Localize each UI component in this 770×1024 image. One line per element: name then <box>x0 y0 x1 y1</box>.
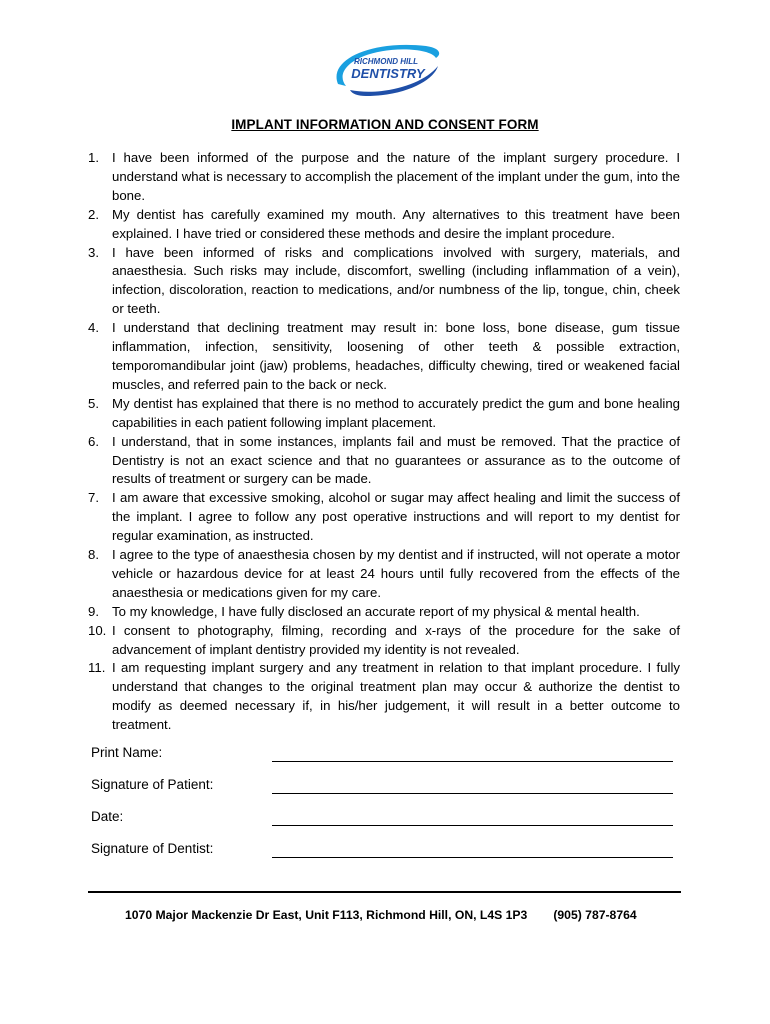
consent-item-text: I understand that declining treatment may result in: bone loss, bone disease, gum tissue inflammation, infection, sensitivity, loosening of other teeth & possible extraction, temporomandibular joint (jaw) problems, headaches, difficulty chewing, tired or weakened facial muscles, and referred pain to the back or neck. <box>112 320 680 392</box>
consent-item-number: 2. <box>88 206 99 222</box>
consent-item <box>88 659 680 735</box>
consent-item-number: 11. <box>88 660 106 676</box>
date-line[interactable] <box>272 825 673 826</box>
patient-signature-label: Signature of Patient: <box>91 777 214 792</box>
consent-item-number: 8. <box>88 547 99 563</box>
print-name-label: Print Name: <box>91 745 163 760</box>
footer-address: 1070 Major Mackenzie Dr East, Unit F113, Richmond Hill, ON, L4S 1P3 <box>125 908 528 922</box>
consent-list <box>88 149 680 735</box>
consent-item <box>88 603 680 622</box>
consent-item-number: 1. <box>88 150 99 165</box>
consent-item <box>88 206 680 244</box>
logo-text-top: RICHMOND HILL <box>354 57 418 66</box>
consent-item <box>88 622 680 660</box>
consent-item-text: I have been informed of the purpose and the nature of the implant surgery procedure. I understand what is necessary to accomplish the placement of the implant under the gum, into the bone. <box>112 150 680 203</box>
consent-item-number: 3. <box>88 244 99 260</box>
footer-divider <box>88 891 681 893</box>
consent-item-number: 5. <box>88 395 99 411</box>
dentist-signature-label: Signature of Dentist: <box>91 841 214 856</box>
logo-text-main: DENTISTRY <box>351 66 425 81</box>
dentist-signature-line[interactable] <box>272 857 673 858</box>
consent-item-number: 9. <box>88 603 99 619</box>
form-title: IMPLANT INFORMATION AND CONSENT FORM <box>231 117 539 132</box>
consent-item-text: I have been informed of risks and complications involved with surgery, materials, and anaesthesia. Such risks may include, discomfort, swelling (including inflammation of a vein), infection, discoloration, reaction to medications, and/or numbness of the lip, tongue, chin, cheek or teeth. <box>112 244 680 317</box>
consent-item-text: My dentist has carefully examined my mouth. Any alternatives to this treatment have been explained. I have tried or considered these methods and desire the implant procedure. <box>112 206 680 241</box>
consent-item <box>88 149 680 206</box>
consent-item <box>88 489 680 546</box>
consent-item <box>88 395 680 433</box>
patient-signature-line[interactable] <box>272 793 673 794</box>
consent-item <box>88 433 680 490</box>
consent-item-number: 7. <box>88 490 99 506</box>
consent-item-text: To my knowledge, I have fully disclosed an accurate report of my physical & mental health. <box>112 603 640 619</box>
consent-item-number: 10. <box>88 622 107 638</box>
consent-item-text: I agree to the type of anaesthesia chosen by my dentist and if instructed, will not operate a motor vehicle or hazardous device for at least 24 hours until fully recovered from the effects of the anaesthesia or medications given for my care. <box>112 547 680 600</box>
richmond-hill-dentistry-logo <box>330 40 442 96</box>
consent-item-text: I am aware that excessive smoking, alcohol or sugar may affect healing and limit the success of the implant. I agree to follow any post operative instructions and will report to my dentist for regular examination, as instructed. <box>112 490 680 544</box>
consent-item-text: I understand, that in some instances, implants fail and must be removed. That the practice of Dentistry is not an exact science and that no guarantees or assurance as to the outcome of results of treatment or surgery can be made. <box>112 433 680 487</box>
consent-item <box>88 244 680 320</box>
consent-item-number: 6. <box>88 433 99 449</box>
consent-item-text: I consent to photography, filming, recording and x-rays of the procedure for the sake of advancement of implant dentistry provided my identity is not revealed. <box>112 622 680 657</box>
print-name-line[interactable] <box>272 761 673 762</box>
footer <box>125 908 637 922</box>
consent-item <box>88 546 680 603</box>
consent-item-text: My dentist has explained that there is no method to accurately predict the gum and bone healing capabilities in each patient following implant placement. <box>112 395 680 430</box>
consent-item-text: I am requesting implant surgery and any treatment in relation to that implant procedure. I fully understand that changes to the original treatment plan may occur & authorize the dentist to modify as deemed necessary if, in his/her judgement, it will result in a better outcome to treatment. <box>112 660 680 733</box>
date-label: Date: <box>91 809 124 824</box>
consent-item <box>88 319 680 395</box>
footer-phone: (905) 787-8764 <box>553 908 637 922</box>
consent-item-number: 4. <box>88 320 99 336</box>
